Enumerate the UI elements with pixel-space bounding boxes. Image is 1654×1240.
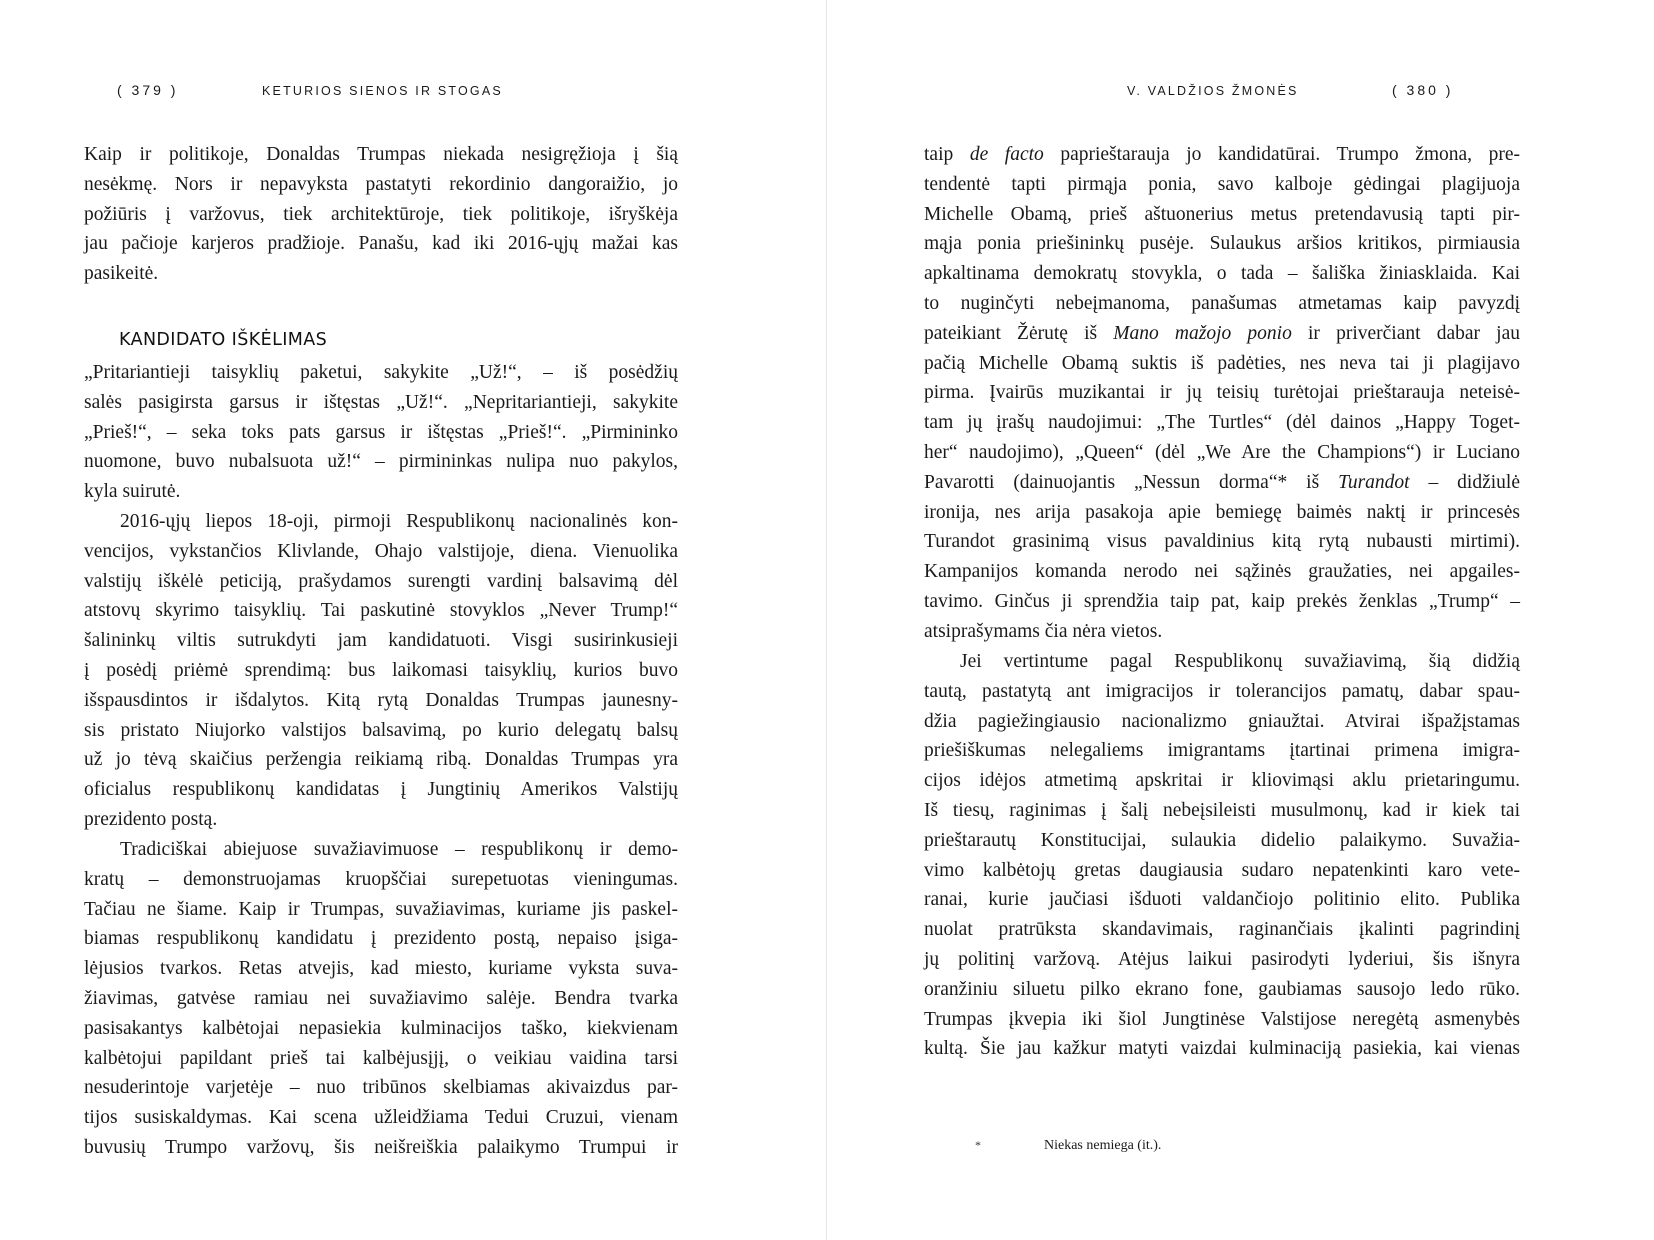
text-line: „Prieš!“, – seka toks pats garsus ir ištęstas „Prieš!“. „Pirmininko — [84, 421, 678, 443]
text-line: salės pasigirsta garsus ir ištęstas „Už!“. „Nepritariantieji, sakykite — [84, 391, 678, 413]
italic-title: de facto — [969, 144, 1044, 165]
text-line: kultą. Šie jau kažkur matyti vaizdai kulminaciją pasiekia, kai vienas — [924, 1038, 1520, 1060]
text-line: prezidento postą. — [84, 808, 218, 830]
text-line: vencijos, vykstančios Klivlande, Ohajo valstijoje, diena. Vienuolika — [84, 540, 678, 562]
text-line: „Pritariantieji taisyklių paketui, sakykite „Už!“, – iš posėdžių — [84, 362, 678, 383]
text-line: pirma. Įvairūs muzikantai ir jų teisių turėtojai prieštarauja neteisė- — [924, 382, 1520, 404]
running-head: KETURIOS SIENOS IR STOGAS — [262, 84, 503, 98]
italic-title: Turandot — [1338, 471, 1410, 493]
text-line: šalininkų viltis sutrukdyti jam kandidatuoti. Visgi susirinkusieji — [84, 630, 678, 652]
text-line: Jei vertintume pagal Respublikonų suvažiavimą, šią didžią — [960, 651, 1520, 672]
text-line: apkaltinama demokratų stovykla, o tada – šališka žiniasklaida. Kai — [924, 263, 1520, 285]
text-line: biamas respublikonų kandidatu į prezidento postą, nepaiso įsiga- — [84, 928, 678, 950]
text-line: pasikeitė. — [84, 263, 159, 285]
text-line: atsiprašymams čia nėra vietos. — [924, 620, 1163, 642]
text-line: taip de facto paprieštarauja jo kandidatūrai. Trumpo žmona, pre- — [924, 144, 1520, 165]
paragraph — [84, 835, 678, 1163]
text-line: Trumpas įkvepia iki šiol Jungtinėse Valstijose neregėtą asmenybės — [924, 1008, 1520, 1030]
text-line: cijos idėjos atmetimą apskritai ir kliovimąsi aklu prietaringumu. — [924, 770, 1520, 792]
text-line: pačią Michelle Obamą suktis iš padėties, nes neva tai ji plagijavo — [924, 352, 1520, 374]
text-line: nesėkmę. Nors ir nepavyksta pastatyti rekordinio dangoraižio, jo — [84, 173, 678, 195]
text-line: žiavimas, gatvėse ramiau nei suvažiavimo salėje. Bendra tvarka — [84, 987, 678, 1009]
text-line: jau pačioje karjeros pradžioje. Panašu, kad iki 2016-ųjų mažai kas — [84, 233, 678, 255]
text-line: pasisakantys kalbėtojai nepasiekia kulminacijos taško, kiekvienam — [84, 1017, 678, 1039]
text-line: pateikiant Žėrutę iš Mano mažojo ponio ir priverčiant dabar jau — [924, 322, 1520, 344]
right-page — [827, 0, 1654, 1240]
running-head: V. VALDŽIOS ŽMONĖS — [1127, 84, 1299, 98]
text-line: Pavarotti (dainuojantis „Nessun dorma“* iš Turandot – didžiulė — [924, 471, 1520, 493]
text-line: džia pagiežingiausio nacionalizmo gniaužtai. Atvirai išpažįstamas — [924, 710, 1520, 732]
text-line: kalbėtojui papildant prieš tai kalbėjusįjį, o veikiau vaidina tarsi — [84, 1047, 678, 1069]
text-line: 2016-ųjų liepos 18-oji, pirmoji Respublikonų nacionalinės kon- — [120, 511, 678, 532]
paragraph — [84, 507, 678, 835]
text-line: Michelle Obamą, prieš aštuonerius metus pretendavusią tapti pir- — [924, 203, 1520, 225]
text-line: Tačiau ne šiame. Kaip ir Trumpas, suvažiavimas, kuriame jis paskel- — [84, 898, 678, 920]
text-line: tijos susiskaldymas. Kai scena užleidžiama Tedui Cruzui, vienam — [84, 1107, 678, 1129]
text-line: mąja ponia priešininkų pusėje. Sulaukus aršios kritikos, pirmiausia — [924, 233, 1520, 255]
text-line: vimo kalbėtojų gretas daugiausia sudaro nepatenkinti karo vete- — [924, 859, 1520, 881]
text-line: į posėdį priėmė sprendimą: bus laikomasi taisyklių, kurios buvo — [84, 659, 678, 681]
text-line: tendentė tapti pirmąja ponia, savo kalboje gėdingai plagijuoja — [924, 173, 1520, 195]
text-line: her“ naudojimo), „Queen“ (dėl „We Are the Champions“) ir Luciano — [924, 441, 1520, 463]
text-line: už jo tėvą skaičius peržengia reikiamą ribą. Donaldas Trumpas yra — [84, 749, 678, 771]
text-line: lėjusios tvarkos. Retas atvejis, kad miesto, kuriame vyksta suva- — [84, 958, 678, 980]
footnote-text: Niekas nemiega (it.). — [1044, 1138, 1162, 1153]
text-line: buvusių Trumpo varžovų, šis neišreiškia palaikymo Trumpui ir — [84, 1136, 678, 1158]
text-line: priešiškumas nelegaliems imigrantams įtartinai primena imigra- — [924, 740, 1520, 762]
text-line: nuomone, buvo nubalsuota už!“ – pirmininkas nulipa nuo pakylos, — [84, 451, 678, 473]
text-line: oficialus respublikonų kandidatas į Jungtinių Amerikos Valstijų — [84, 779, 678, 801]
text-line: valstijų iškėlė peticiją, prašydamos surengti vardinį balsavimą dėl — [84, 570, 678, 592]
left-page — [0, 0, 826, 1240]
page-number: ( 379 ) — [117, 82, 179, 98]
text-line: prieštarautų Konstitucijai, sulaukia didelio palaikymo. Suvažia- — [924, 829, 1520, 851]
text-line: Iš tiesų, raginimas į šalį nebeįsileisti musulmonų, kad ir kiek tai — [924, 799, 1520, 821]
text-line: kratų – demonstruojamas kruopščiai surepetuotas vieningumas. — [84, 868, 678, 890]
text-line: tam jų įrašų naudojimui: „The Turtles“ (dėl dainos „Happy Toget- — [924, 412, 1520, 434]
footnote-marker: * — [975, 1138, 981, 1152]
text-line: ranai, kurie jaučiasi išduoti valdančiojo politinio elito. Publika — [924, 889, 1520, 911]
text-line: Kaip ir politikoje, Donaldas Trumpas niekada nesigręžioja į šią — [84, 144, 678, 165]
text-line: sis pristato Niujorko valstijos balsavimą, po kurio delegatų balsų — [84, 719, 678, 741]
text-line: Tradiciškai abiejuose suvažiavimuose – respublikonų ir demo- — [120, 839, 678, 860]
paragraph — [84, 140, 678, 289]
text-line: oranžiniu siluetu pilko ekrano fone, gaubiamas sausojo ledo rūko. — [924, 978, 1520, 1000]
paragraph — [924, 140, 1520, 647]
text-line: išspausdintos ir išdalytos. Kitą rytą Donaldas Trumpas jaunesny- — [84, 689, 678, 711]
text-line: kyla suirutė. — [84, 481, 181, 503]
text-line: Turandot grasinimą visus pavaldinius kitą rytą nubausti mirtimi). — [924, 531, 1520, 553]
text-line: nuolat pratrūksta skandavimais, raginančiais įkalinti pagrindinį — [924, 919, 1520, 941]
page-number: ( 380 ) — [1392, 82, 1454, 98]
text-line: Kampanijos komanda nerodo nei sąžinės graužaties, nei apgailes- — [924, 561, 1520, 583]
text-line: to nuginčyti nebeįmanoma, panašumas atmetamas kaip pavyzdį — [924, 292, 1520, 314]
text-line: jų politinį varžovą. Atėjus laikui pasirodyti lyderiui, šis išnyra — [924, 948, 1520, 970]
italic-title: Mano mažojo ponio — [1113, 322, 1292, 344]
paragraph — [924, 647, 1520, 1064]
text-line: ironija, nes arija pasakoja apie bemiegę baimės naktį ir princesės — [924, 501, 1520, 523]
text-line: požiūris į varžovus, tiek architektūroje, tiek politikoje, išryškėja — [84, 203, 678, 225]
text-line: tavimo. Ginčus ji sprendžia taip pat, kaip prekės ženklas „Trump“ – — [924, 590, 1520, 612]
text-line: nesuderintoje varjetėje – nuo tribūnos skelbiamas akivaizdus par- — [84, 1077, 678, 1099]
text-line: tautą, pastatytą ant imigracijos ir tolerancijos pamatų, dabar spau- — [924, 680, 1520, 702]
text-line: atstovų skyrimo taisyklių. Tai paskutinė stovyklos „Never Trump!“ — [84, 600, 678, 622]
section-heading: KANDIDATO IŠKĖLIMAS — [119, 330, 328, 350]
paragraph — [84, 358, 678, 507]
